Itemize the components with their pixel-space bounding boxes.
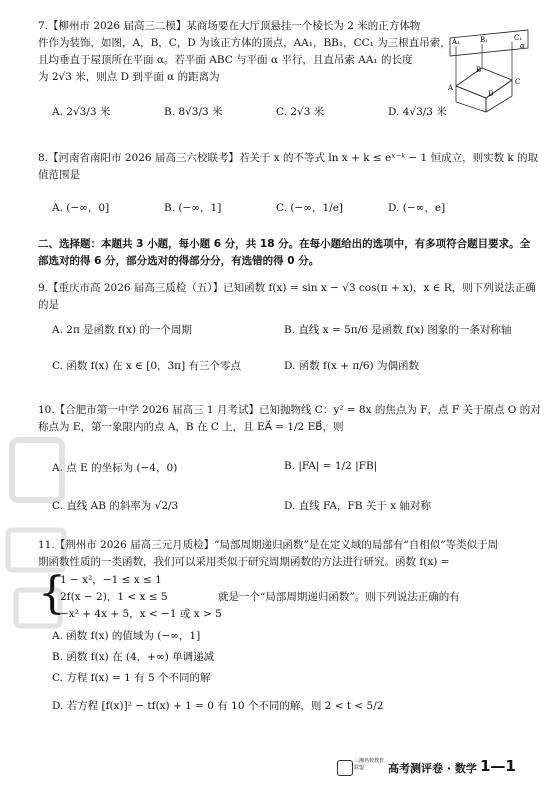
q7-option-c[interactable]: C. 2√3 米 — [276, 106, 325, 118]
question-8 — [38, 150, 539, 184]
q7-line-1: 7.【柳州市 2026 届高三二模】某商场要在大厅顶悬挂一个棱长为 2 米的正方体物 — [38, 20, 421, 32]
label-c: C — [515, 78, 521, 86]
q10-line-2: 称点为 E，第一象限内的点 A，B 在 C 上，且 EA⃗ = 1/2 EB⃗，则 — [38, 421, 344, 433]
q9-option-a[interactable]: A. 2π 是函数 f(x) 的一个周期 — [52, 324, 192, 336]
brace-symbol: { — [38, 568, 66, 619]
q11-option-b[interactable]: B. 函数 f(x) 在 (4，+∞) 单调递减 — [52, 651, 215, 663]
brand-name: 三湘名校教育联盟 — [354, 758, 385, 771]
q8-line-2: 值范围是 — [38, 169, 80, 181]
q7-line-3: 且均垂直于屋顶所在平面 α。若平面 ABC 与平面 α 平行，且直吊索 AA₁ 的长度 — [38, 54, 413, 66]
q10-option-a[interactable]: A. 点 E 的坐标为 (−4，0) — [52, 462, 178, 474]
q10-option-b[interactable]: B. |FA| = 1/2 |FB| — [284, 460, 378, 472]
question-7 — [38, 18, 516, 86]
piece-row-2: 2f(x − 2)，1 < x ≤ 5 — [60, 591, 168, 603]
section-header — [38, 236, 531, 270]
q11-piece-tail: 就是一个“局部周期递归函数”。则下列说法正确的有 — [218, 591, 460, 603]
q9-line-2: 的是 — [38, 299, 59, 311]
q8-options — [52, 200, 512, 220]
label-a1: A₁ — [452, 38, 460, 46]
page-footer — [0, 758, 553, 778]
q10-options — [52, 460, 512, 520]
q7-options — [52, 104, 512, 124]
q9-line-1: 9.【重庆市高 2026 届高三质检（五）】已知函数 f(x) = sin x − √3 cos(π + x)，x ∈ R，则下列说法正确 — [38, 282, 536, 294]
cube-top-face — [456, 68, 512, 98]
q7-line-2: 件作为装饰，如图，A，B，C，D 为该正方体的顶点，AA₁，BB₁，CC₁ 为三根直吊索， — [38, 37, 451, 49]
q9-option-c[interactable]: C. 函数 f(x) 在 x ∈ [0，3π] 有三个零点 — [52, 360, 242, 372]
q9-option-b[interactable]: B. 直线 x = 5π/6 是函数 f(x) 图象的一条对称轴 — [284, 324, 512, 336]
watermark-graphic — [2, 420, 82, 640]
q11-option-a[interactable]: A. 函数 f(x) 的值域为 (−∞，1] — [52, 630, 201, 642]
label-d: D — [488, 90, 494, 98]
label-a: A — [448, 84, 454, 92]
section-line-1: 二、选择题：本题共 3 小题，每小题 6 分，共 18 分。在每小题给出的选项中，有多项符合题目要求。全 — [38, 238, 531, 250]
q8-option-c[interactable]: C. (−∞，1/e] — [276, 202, 344, 214]
q8-option-d[interactable]: D. (−∞，e] — [388, 202, 446, 214]
q7-option-b[interactable]: B. 8√3/3 米 — [164, 106, 223, 118]
q8-option-b[interactable]: B. (−∞，1] — [164, 202, 222, 214]
q11-option-d[interactable]: D. 若方程 [f(x)]² − tf(x) + 1 = 0 有 10 个不同的解，则 2 < t < 5/2 — [52, 700, 384, 712]
q7-line-4: 为 2√3 米，则点 D 到平面 α 的距离为 — [38, 71, 220, 83]
cube-figure — [446, 28, 532, 114]
q8-option-a[interactable]: A. (−∞，0] — [52, 202, 110, 214]
q11-option-c[interactable]: C. 方程 f(x) = 1 有 5 个不同的解 — [52, 672, 211, 684]
label-b: B — [476, 66, 482, 74]
q7-option-a[interactable]: A. 2√3/3 米 — [52, 106, 111, 118]
q11-line-1: 11.【荆州市 2026 届高三元月质检】“局部周期递归函数”是在定义域的局部有“自相似”等类似于周 — [38, 539, 499, 551]
label-c1: C₁ — [514, 34, 523, 42]
q7-option-d[interactable]: D. 4√3/3 米 — [388, 106, 447, 118]
q11-line-2: 期函数性质的一类函数，我们可以采用类似于研究周期函数的方法进行研究。函数 f(x) = — [38, 556, 450, 568]
label-alpha: α — [520, 42, 525, 50]
q8-line-1: 8.【河南省南阳市 2026 届高三六校联考】若关于 x 的不等式 ln x + k ≤ eˣ⁻ᵏ − 1 恒成立，则实数 k 的取 — [38, 152, 539, 164]
footer-title: 高考测评卷 · 数学 — [388, 762, 477, 775]
q10-option-d[interactable]: D. 直线 FA，FB 关于 x 轴对称 — [284, 500, 431, 512]
question-10 — [38, 402, 541, 436]
logo-icon — [337, 760, 353, 776]
cube-front-face — [456, 86, 486, 112]
question-11 — [38, 537, 516, 571]
page-number: 1—1 — [480, 757, 516, 775]
brand-logo — [337, 758, 387, 776]
piece-row-3: −x² + 4x + 5，x < −1 或 x > 5 — [60, 608, 222, 620]
q11-options — [52, 628, 512, 738]
label-b1: B₁ — [480, 36, 488, 44]
question-9 — [38, 280, 536, 314]
q10-option-c[interactable]: C. 直线 AB 的斜率为 √2/3 — [52, 500, 179, 512]
q9-options — [52, 322, 512, 382]
q10-line-1: 10.【合肥市第一中学 2026 届高三 1 月考试】已知抛物线 C：y² = 8x 的焦点为 F，点 F 关于原点 O 的对 — [38, 404, 541, 416]
piece-row-1: 1 − x²，−1 ≤ x ≤ 1 — [60, 574, 162, 586]
q9-option-d[interactable]: D. 函数 f(x + π/6) 为偶函数 — [284, 360, 419, 372]
section-line-2: 部选对的得 6 分，部分选对的得部分分，有选错的得 0 分。 — [38, 255, 320, 267]
